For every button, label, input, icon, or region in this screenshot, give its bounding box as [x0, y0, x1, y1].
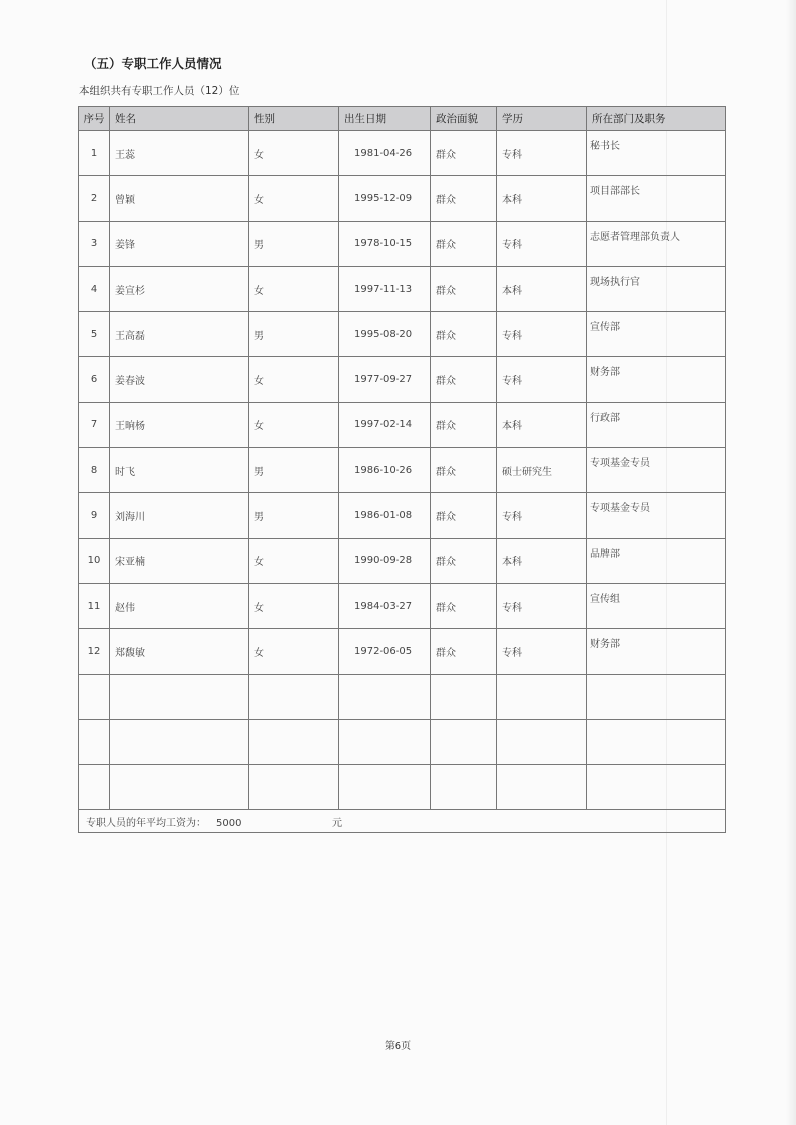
cell-birth-date: 1986-01-08	[339, 493, 431, 538]
cell-department-position: 宣传组	[587, 583, 726, 628]
cell-no: 1	[79, 131, 110, 176]
cell-department-position: 财务部	[587, 357, 726, 402]
cell-no: 11	[79, 583, 110, 628]
cell-education	[497, 765, 587, 810]
cell-name: 郑馥敏	[110, 629, 249, 674]
cell-political-status: 群众	[431, 266, 497, 311]
cell-department-position: 志愿者管理部负责人	[587, 221, 726, 266]
cell-name: 宋亚楠	[110, 538, 249, 583]
cell-name: 王高磊	[110, 312, 249, 357]
cell-department-position: 宣传部	[587, 312, 726, 357]
cell-education: 专科	[497, 357, 587, 402]
table-row	[79, 538, 726, 583]
cell-education: 专科	[497, 312, 587, 357]
cell-gender: 女	[249, 583, 339, 628]
cell-political-status: 群众	[431, 312, 497, 357]
header-birth-date: 出生日期	[339, 107, 431, 131]
cell-birth-date: 1997-02-14	[339, 402, 431, 447]
cell-name: 时飞	[110, 448, 249, 493]
cell-gender: 男	[249, 448, 339, 493]
salary-cell	[79, 810, 726, 833]
cell-no: 9	[79, 493, 110, 538]
cell-no: 2	[79, 176, 110, 221]
cell-name: 姜春波	[110, 357, 249, 402]
cell-political-status	[431, 719, 497, 764]
cell-gender: 女	[249, 131, 339, 176]
table-row	[79, 131, 726, 176]
table-row	[79, 221, 726, 266]
table-row	[79, 448, 726, 493]
cell-political-status: 群众	[431, 176, 497, 221]
cell-birth-date: 1981-04-26	[339, 131, 431, 176]
cell-political-status: 群众	[431, 131, 497, 176]
cell-education: 专科	[497, 131, 587, 176]
cell-no: 4	[79, 266, 110, 311]
cell-education: 本科	[497, 538, 587, 583]
section-title: （五）专职工作人员情况	[84, 56, 222, 71]
cell-name	[110, 719, 249, 764]
cell-education: 专科	[497, 583, 587, 628]
cell-gender: 男	[249, 312, 339, 357]
cell-no: 3	[79, 221, 110, 266]
salary-unit: 元	[332, 817, 342, 829]
cell-no: 5	[79, 312, 110, 357]
cell-department-position: 财务部	[587, 629, 726, 674]
cell-birth-date: 1990-09-28	[339, 538, 431, 583]
table-row	[79, 629, 726, 674]
cell-education: 专科	[497, 221, 587, 266]
cell-birth-date	[339, 765, 431, 810]
cell-birth-date: 1995-12-09	[339, 176, 431, 221]
salary-row	[79, 810, 726, 833]
header-gender: 性别	[249, 107, 339, 131]
cell-no: 10	[79, 538, 110, 583]
cell-political-status: 群众	[431, 493, 497, 538]
cell-no: 8	[79, 448, 110, 493]
cell-birth-date: 1977-09-27	[339, 357, 431, 402]
header-name: 姓名	[110, 107, 249, 131]
cell-political-status: 群众	[431, 402, 497, 447]
header-department-position: 所在部门及职务	[587, 107, 726, 131]
cell-political-status: 群众	[431, 357, 497, 402]
cell-birth-date	[339, 719, 431, 764]
cell-name: 王晌杨	[110, 402, 249, 447]
cell-gender: 女	[249, 176, 339, 221]
cell-political-status: 群众	[431, 221, 497, 266]
cell-birth-date: 1984-03-27	[339, 583, 431, 628]
table-row	[79, 719, 726, 764]
cell-political-status: 群众	[431, 629, 497, 674]
cell-birth-date: 1995-08-20	[339, 312, 431, 357]
cell-education: 专科	[497, 493, 587, 538]
table-row	[79, 583, 726, 628]
cell-gender: 女	[249, 357, 339, 402]
table-row	[79, 765, 726, 810]
cell-name: 赵伟	[110, 583, 249, 628]
cell-name	[110, 765, 249, 810]
cell-political-status: 群众	[431, 538, 497, 583]
cell-no	[79, 765, 110, 810]
cell-name: 姜宣杉	[110, 266, 249, 311]
cell-education: 专科	[497, 629, 587, 674]
table-row	[79, 266, 726, 311]
scan-artifact-edge	[786, 0, 796, 1125]
cell-education: 本科	[497, 266, 587, 311]
cell-department-position: 专项基金专员	[587, 448, 726, 493]
cell-birth-date: 1972-06-05	[339, 629, 431, 674]
cell-education: 硕士研究生	[497, 448, 587, 493]
cell-birth-date: 1986-10-26	[339, 448, 431, 493]
cell-gender: 女	[249, 266, 339, 311]
cell-name: 刘海川	[110, 493, 249, 538]
cell-education	[497, 719, 587, 764]
table-row	[79, 674, 726, 719]
cell-education: 本科	[497, 402, 587, 447]
cell-department-position	[587, 719, 726, 764]
cell-department-position	[587, 765, 726, 810]
page-number: 第6页	[384, 1041, 412, 1052]
cell-department-position: 专项基金专员	[587, 493, 726, 538]
salary-value: 5000	[216, 817, 242, 829]
cell-department-position: 行政部	[587, 402, 726, 447]
cell-name	[110, 674, 249, 719]
cell-name: 王蕊	[110, 131, 249, 176]
table-row	[79, 357, 726, 402]
cell-no: 7	[79, 402, 110, 447]
cell-political-status	[431, 765, 497, 810]
cell-gender: 男	[249, 221, 339, 266]
cell-birth-date: 1997-11-13	[339, 266, 431, 311]
cell-department-position: 现场执行官	[587, 266, 726, 311]
cell-department-position: 秘书长	[587, 131, 726, 176]
table-row	[79, 312, 726, 357]
cell-education: 本科	[497, 176, 587, 221]
cell-no: 12	[79, 629, 110, 674]
cell-department-position: 项目部部长	[587, 176, 726, 221]
cell-political-status: 群众	[431, 583, 497, 628]
cell-gender: 女	[249, 402, 339, 447]
cell-no	[79, 719, 110, 764]
cell-gender	[249, 719, 339, 764]
cell-political-status	[431, 674, 497, 719]
cell-gender	[249, 765, 339, 810]
cell-political-status: 群众	[431, 448, 497, 493]
cell-no	[79, 674, 110, 719]
header-no: 序号	[79, 107, 110, 131]
cell-department-position	[587, 674, 726, 719]
staff-count-summary: 本组织共有专职工作人员（12）位	[79, 85, 240, 97]
salary-label: 专职人员的年平均工资为：	[86, 817, 206, 829]
cell-gender	[249, 674, 339, 719]
staff-table	[78, 106, 726, 833]
cell-education	[497, 674, 587, 719]
cell-birth-date	[339, 674, 431, 719]
header-political-status: 政治面貌	[431, 107, 497, 131]
cell-department-position: 品牌部	[587, 538, 726, 583]
table-row	[79, 176, 726, 221]
cell-no: 6	[79, 357, 110, 402]
cell-birth-date: 1978-10-15	[339, 221, 431, 266]
table-row	[79, 493, 726, 538]
cell-gender: 女	[249, 629, 339, 674]
header-education: 学历	[497, 107, 587, 131]
cell-name: 曾颖	[110, 176, 249, 221]
table-header-row	[79, 107, 726, 131]
cell-gender: 女	[249, 538, 339, 583]
table-row	[79, 402, 726, 447]
cell-gender: 男	[249, 493, 339, 538]
table-body	[79, 131, 726, 810]
cell-name: 姜锋	[110, 221, 249, 266]
